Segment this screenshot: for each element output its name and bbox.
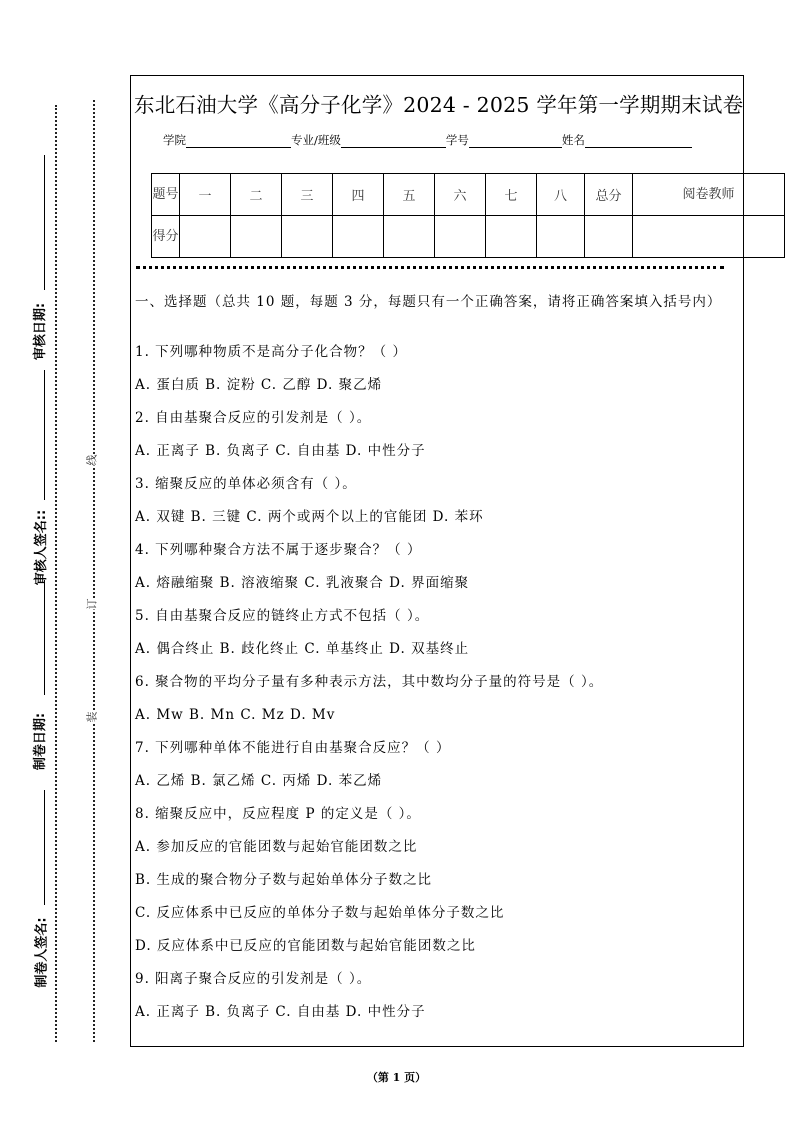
review-date-label: 审核日期: <box>33 302 49 361</box>
exam-content <box>135 292 735 1029</box>
student-id-field[interactable] <box>469 133 562 148</box>
question-options: A. 偶合终止 B. 歧化终止 C. 单基终止 D. 双基终止 <box>135 641 470 657</box>
score-cell[interactable] <box>282 216 333 258</box>
question-options: D. 反应体系中已反应的官能团数与起始官能团数之比 <box>135 938 476 954</box>
score-cell[interactable] <box>486 216 537 258</box>
score-cell[interactable] <box>435 216 486 258</box>
question-options: A. 正离子 B. 负离子 C. 自由基 D. 中性分子 <box>135 1004 426 1020</box>
question-stem: 4. 下列哪种聚合方法不属于逐步聚合？（ ） <box>135 542 422 558</box>
question-stem: 6. 聚合物的平均分子量有多种表示方法，其中数均分子量的符号是（ ）。 <box>135 674 604 690</box>
question-options: A. 正离子 B. 负离子 C. 自由基 D. 中性分子 <box>135 443 426 459</box>
score-header-row <box>152 174 785 216</box>
question-options: A. 双键 B. 三键 C. 两个或两个以上的官能团 D. 苯环 <box>135 509 484 525</box>
review-date-line <box>44 155 45 290</box>
score-cell[interactable] <box>585 216 633 258</box>
header-cell: 阅卷教师 <box>633 174 785 216</box>
question-options: A. 熔融缩聚 B. 溶液缩聚 C. 乳液聚合 D. 界面缩聚 <box>135 575 470 591</box>
question-stem: 1. 下列哪种物质不是高分子化合物？（ ） <box>135 344 407 360</box>
score-row <box>152 216 785 258</box>
major-label: 专业/班级 <box>291 133 341 147</box>
header-cell: 一 <box>180 174 231 216</box>
header-cell: 七 <box>486 174 537 216</box>
question-options: A. 乙烯 B. 氯乙烯 C. 丙烯 D. 苯乙烯 <box>135 773 383 789</box>
score-cell[interactable] <box>633 216 785 258</box>
cut-line-outer <box>55 105 57 1042</box>
name-label: 姓名 <box>561 133 585 147</box>
score-table <box>151 173 785 258</box>
student-id-label: 学号 <box>445 133 469 147</box>
bind-mark-line: 线 <box>85 454 99 466</box>
row-label: 得分 <box>152 216 180 258</box>
score-cell[interactable] <box>231 216 282 258</box>
exam-title: 东北石油大学《高分子化学》2024 - 2025 学年第一学期期末试卷 <box>134 93 744 117</box>
major-field[interactable] <box>341 133 446 148</box>
header-cell: 八 <box>537 174 585 216</box>
page-number: （第 1 页） <box>366 1071 427 1084</box>
maker-sign-label: 制卷人签名: <box>34 917 50 988</box>
header-cell: 总分 <box>585 174 633 216</box>
question-options: B. 生成的聚合物分子数与起始单体分子数之比 <box>135 872 433 888</box>
question-stem: 5. 自由基聚合反应的链终止方式不包括（ ）。 <box>135 608 430 624</box>
question-options: C. 反应体系中已反应的单体分子数与起始单体分子数之比 <box>135 905 505 921</box>
question-stem: 7. 下列哪种单体不能进行自由基聚合反应？（ ） <box>135 740 451 756</box>
question-options: A. Mw B. Mn C. Mz D. Mv <box>135 707 336 723</box>
question-options: A. 参加反应的官能团数与起始官能团数之比 <box>135 839 418 855</box>
maker-sign-line <box>44 790 45 905</box>
maker-date-line <box>44 580 45 695</box>
reviewer-sign-label: 审核人签名:: <box>34 509 50 586</box>
college-label: 学院 <box>163 133 186 147</box>
question-stem: 3. 缩聚反应的单体必须含有（ ）。 <box>135 476 357 492</box>
header-cell: 四 <box>333 174 384 216</box>
question-list <box>135 336 735 1029</box>
score-cell[interactable] <box>384 216 435 258</box>
bind-mark-staple: 订 <box>85 598 99 610</box>
header-cell: 二 <box>231 174 282 216</box>
question-stem: 9. 阳离子聚合反应的引发剂是（ ）。 <box>135 971 372 987</box>
section-heading: 一、选择题（总共 10 题，每题 3 分，每题只有一个正确答案，请将正确答案填入括号内） <box>135 294 722 310</box>
question-stem: 8. 缩聚反应中，反应程度 P 的定义是（ ）。 <box>135 806 421 822</box>
reviewer-sign-line <box>44 370 45 500</box>
college-field[interactable] <box>186 133 291 148</box>
score-cell[interactable] <box>333 216 384 258</box>
name-field[interactable] <box>585 133 692 148</box>
header-cell: 五 <box>384 174 435 216</box>
question-stem: 2. 自由基聚合反应的引发剂是（ ）。 <box>135 410 372 426</box>
score-cell[interactable] <box>537 216 585 258</box>
dotted-divider <box>136 266 724 269</box>
score-cell[interactable] <box>180 216 231 258</box>
header-cell: 三 <box>282 174 333 216</box>
header-cell: 题号 <box>152 174 180 216</box>
bind-mark-bind: 装 <box>85 711 99 723</box>
header-cell: 六 <box>435 174 486 216</box>
student-info <box>163 132 692 148</box>
maker-date-label: 制卷日期: <box>33 712 49 771</box>
cut-line-inner <box>93 100 95 1042</box>
question-options: A. 蛋白质 B. 淀粉 C. 乙醇 D. 聚乙烯 <box>135 377 383 393</box>
